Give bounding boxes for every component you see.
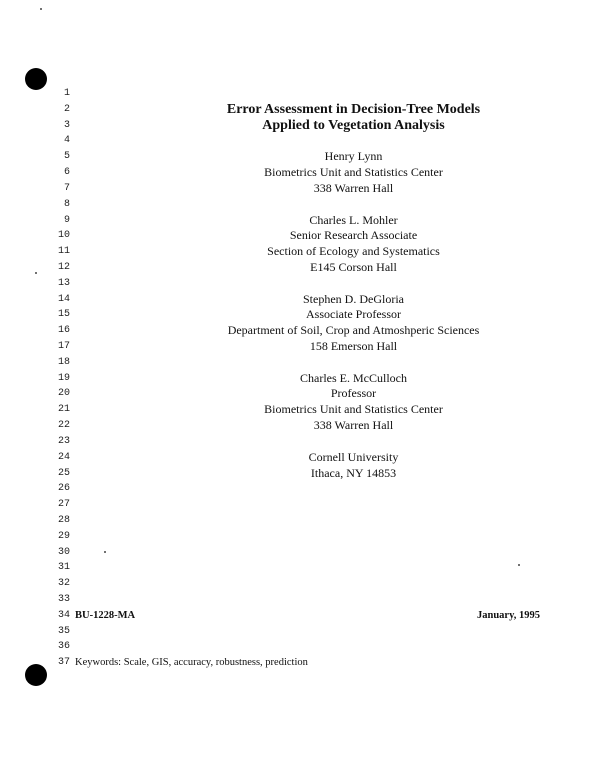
- line-number: 2: [63, 103, 70, 115]
- line-number: 23: [57, 435, 70, 447]
- author-title: Senior Research Associate: [289, 228, 418, 243]
- line-number: 20: [57, 388, 70, 400]
- line-number: 18: [57, 356, 70, 368]
- line-number: 35: [57, 625, 70, 637]
- line-number: 29: [57, 530, 70, 542]
- author-address: 338 Warren Hall: [313, 180, 394, 195]
- author-name: Henry Lynn: [324, 149, 383, 164]
- title-line-2: Applied to Vegetation Analysis: [262, 117, 445, 133]
- line-number: 6: [63, 167, 70, 179]
- author-address: 338 Warren Hall: [313, 418, 394, 433]
- keywords-line: Keywords: Scale, GIS, accuracy, robustness, prediction: [75, 657, 308, 669]
- punch-hole-top: [25, 68, 47, 90]
- line-number: 32: [57, 578, 70, 590]
- scan-speck: [35, 272, 37, 274]
- line-number: 28: [57, 514, 70, 526]
- document-body: [70, 86, 540, 671]
- title-line-1: Error Assessment in Decision-Tree Models: [226, 101, 481, 117]
- line-number: 30: [57, 546, 70, 558]
- line-number: 1: [63, 88, 70, 99]
- line-number: 9: [63, 214, 70, 226]
- punch-hole-bottom: [25, 664, 47, 686]
- author-affiliation: Biometrics Unit and Statistics Center: [264, 165, 443, 180]
- line-number: 22: [57, 420, 70, 432]
- author-affiliation: Section of Ecology and Systematics: [267, 244, 440, 259]
- line-number: 37: [57, 657, 70, 669]
- author-affiliation: Department of Soil, Crop and Atmoshperic Sciences: [227, 323, 480, 338]
- line-number: 15: [57, 309, 70, 321]
- line-number: 36: [57, 641, 70, 653]
- line-number: 3: [63, 119, 70, 131]
- line-number: 8: [63, 198, 70, 210]
- line-number: 7: [63, 182, 70, 194]
- line-number: 26: [57, 483, 70, 495]
- line-number: 25: [57, 467, 70, 479]
- author-affiliation: Biometrics Unit and Statistics Center: [264, 402, 443, 417]
- line-number: 5: [63, 151, 70, 163]
- scan-speck: [40, 8, 42, 10]
- institution-name: Cornell University: [308, 449, 399, 464]
- author-address: 158 Emerson Hall: [309, 339, 398, 353]
- line-number: 24: [57, 451, 70, 463]
- line-number: 4: [63, 135, 70, 147]
- report-info-row: [70, 608, 540, 624]
- line-number: 14: [57, 293, 70, 305]
- author-title: Associate Professor: [306, 307, 401, 322]
- author-name: Stephen D. DeGloria: [303, 291, 404, 306]
- author-title: Professor: [330, 386, 377, 401]
- line-number: 10: [57, 230, 70, 242]
- line-number-column: [48, 86, 70, 671]
- author-address: E145 Corson Hall: [310, 259, 397, 274]
- line-number: 12: [57, 261, 70, 273]
- line-number: 16: [57, 325, 70, 337]
- line-number: 13: [57, 277, 70, 289]
- report-number: BU-1228-MA: [75, 609, 136, 621]
- report-date: January, 1995: [476, 609, 540, 621]
- author-name: Charles E. McCulloch: [300, 370, 407, 385]
- line-number: 11: [57, 246, 70, 258]
- line-number: 31: [57, 562, 70, 574]
- line-number: 34: [57, 609, 70, 621]
- line-number: 19: [57, 372, 70, 384]
- institution-city: Ithaca, NY 14853: [310, 465, 397, 480]
- line-number: 27: [57, 499, 70, 511]
- line-number: 33: [57, 594, 70, 605]
- line-number: 17: [57, 341, 70, 352]
- line-number: 21: [57, 404, 70, 416]
- author-name: Charles L. Mohler: [309, 212, 398, 227]
